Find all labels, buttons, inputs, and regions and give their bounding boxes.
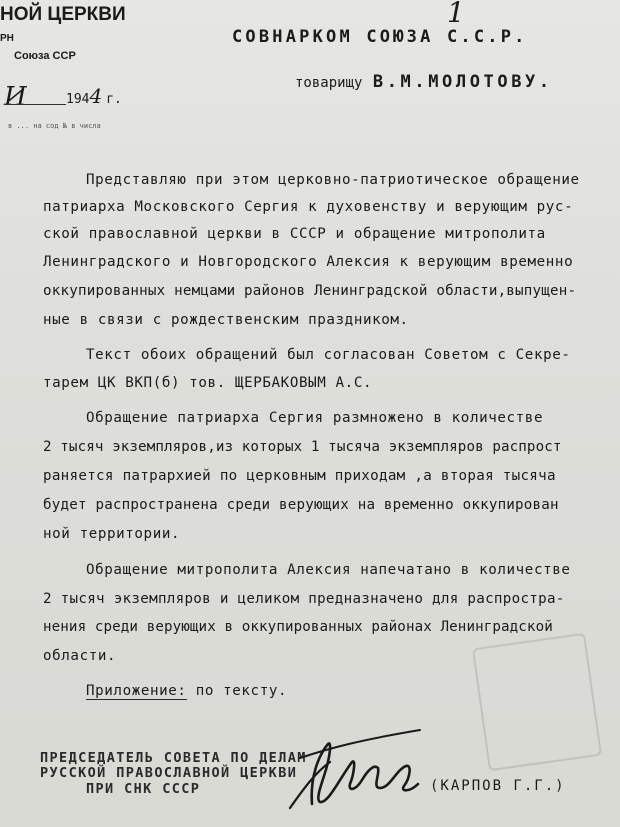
handwritten-signature — [270, 718, 440, 818]
addressee-name: В.М.МОЛОТОВУ. — [372, 72, 553, 92]
body-line: области. — [43, 648, 117, 664]
date-year: 1944 г. — [66, 84, 122, 108]
addressee-org: СОВНАРКОМ СОЮЗА С.С.Р. — [232, 27, 528, 47]
appendix — [86, 683, 287, 699]
registration-number: И — [4, 82, 27, 112]
appendix-text: по тексту. — [186, 683, 288, 699]
body-line: Ленинградского и Новгородского Алексия к верующим временно — [43, 254, 574, 270]
signatory-name: (КАРПОВ Г.Г.) — [430, 778, 566, 794]
appendix-label: Приложение: — [86, 683, 187, 699]
signature-title-2: РУССКОЙ ПРАВОСЛАВНОЙ ЦЕРКВИ — [40, 765, 298, 781]
body-line: тарем ЦК ВКП(б) тов. ЩЕРБАКОВЫМ А.С. — [43, 375, 373, 391]
addressee-prefix: товарищу — [295, 75, 363, 91]
addressee-line — [295, 72, 553, 92]
body-line: раняется патрархией по церковным приходам ,а вторая тысяча — [43, 468, 556, 484]
faint-stamp — [472, 633, 602, 772]
body-line: ной территории. — [43, 526, 181, 542]
body-line: патриарха Московского Сергия к духовенству и верующим рус- — [43, 199, 574, 215]
body-line: ской православной церкви в СССР и обращение митрополита — [43, 226, 546, 242]
signature-title-1: ПРЕДСЕДАТЕЛЬ СОВЕТА ПО ДЕЛАМ — [40, 750, 307, 766]
page-mark: 1 — [447, 0, 465, 29]
body-line: оккупированных немцами районов Ленинградской области,выпущен- — [43, 283, 577, 299]
body-line: ные в связи с рождественским праздником. — [43, 312, 409, 328]
letterhead-line-1: РН — [0, 33, 14, 44]
body-line: Текст обоих обращений был согласован Советом с Секре- — [86, 347, 571, 363]
letterhead-note: в ... на сод № в числа — [8, 122, 101, 130]
body-line: Обращение патриарха Сергия размножено в количестве — [86, 410, 544, 426]
body-line: 2 тысяч экземпляров,из которых 1 тысяча экземпляров распрост — [43, 439, 562, 455]
body-line: Обращение митрополита Алексия напечатано в количестве — [86, 562, 571, 578]
body-line: 2 тысяч экземпляров и целиком предназначено для распростра- — [43, 591, 565, 607]
signature-title-3: ПРИ СНК СССР — [86, 781, 201, 797]
body-line: Представляю при этом церковно-патриотическое обращение — [86, 172, 580, 188]
letterhead-org: НОЙ ЦЕРКВИ — [0, 4, 126, 25]
body-line: нения среди верующих в оккупированных районах Ленинградской — [43, 619, 553, 635]
letterhead-line-2: Союза ССР — [14, 50, 76, 62]
body-line: будет распространена среди верующих на временно оккупирован — [43, 497, 559, 513]
